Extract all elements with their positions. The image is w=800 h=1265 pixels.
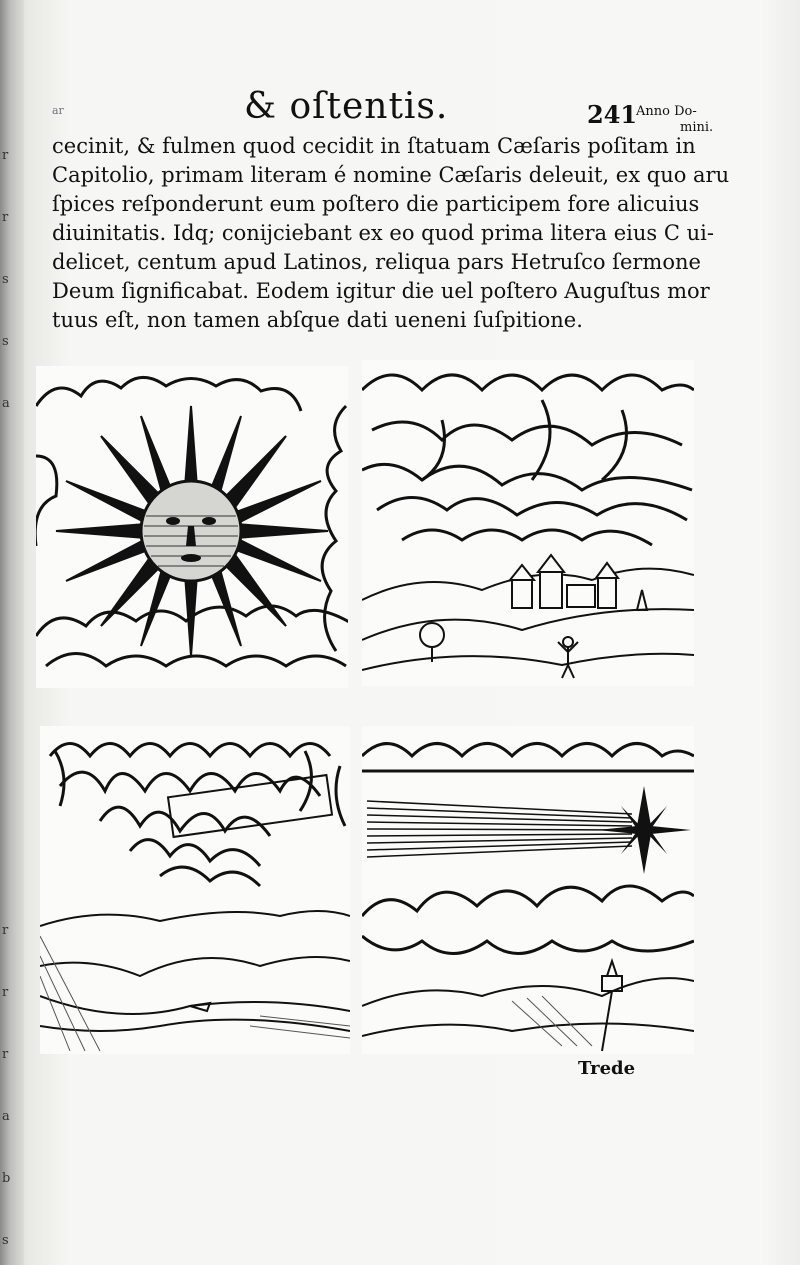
comet-woodcut-drawing — [362, 726, 694, 1054]
text-line: diuinitatis. Idq; conijciebant ex eo quod prima litera eius C ui- — [52, 221, 714, 245]
page-number: 241 — [587, 100, 638, 129]
text-line: tuus eſt, non tamen abſque dati ueneni ſuſpitione. — [52, 308, 583, 332]
book-gutter — [0, 0, 24, 1265]
fire-woodcut-drawing — [40, 726, 350, 1054]
sun-woodcut-drawing — [36, 366, 348, 688]
margin-note-line: Anno Do- — [636, 104, 697, 119]
body-text — [52, 132, 730, 335]
gutter-marks: r r s s a r r r a b s — [2, 148, 11, 1248]
text-line: delicet, centum apud Latinos, reliqua pars Hetruſco ſermone — [52, 250, 701, 274]
cloud-storm-landscape-woodcut — [362, 360, 694, 686]
text-line: cecinit, & fulmen quod cecidit in ſtatuam Cæſaris poſitam in — [52, 134, 696, 158]
running-head-ghost: ar — [52, 104, 64, 117]
margin-note-line: mini. — [680, 120, 714, 135]
text-line: ſpices reſponderunt eum poſtero die participem fore alicuius — [52, 192, 700, 216]
flaming-sky-landscape-woodcut — [40, 726, 350, 1054]
sun-with-face-woodcut — [36, 366, 348, 688]
running-head: & oſtentis. — [244, 86, 449, 127]
text-line: Capitolio, primam literam é nomine Cæſaris deleuit, ex quo aru — [52, 163, 730, 187]
comet-star-landscape-woodcut — [362, 726, 694, 1054]
catchword: Trede — [578, 1058, 636, 1079]
storm-woodcut-drawing — [362, 360, 694, 686]
text-line: Deum ſignificabat. Eodem igitur die uel poſtero Auguſtus mor — [52, 279, 710, 303]
